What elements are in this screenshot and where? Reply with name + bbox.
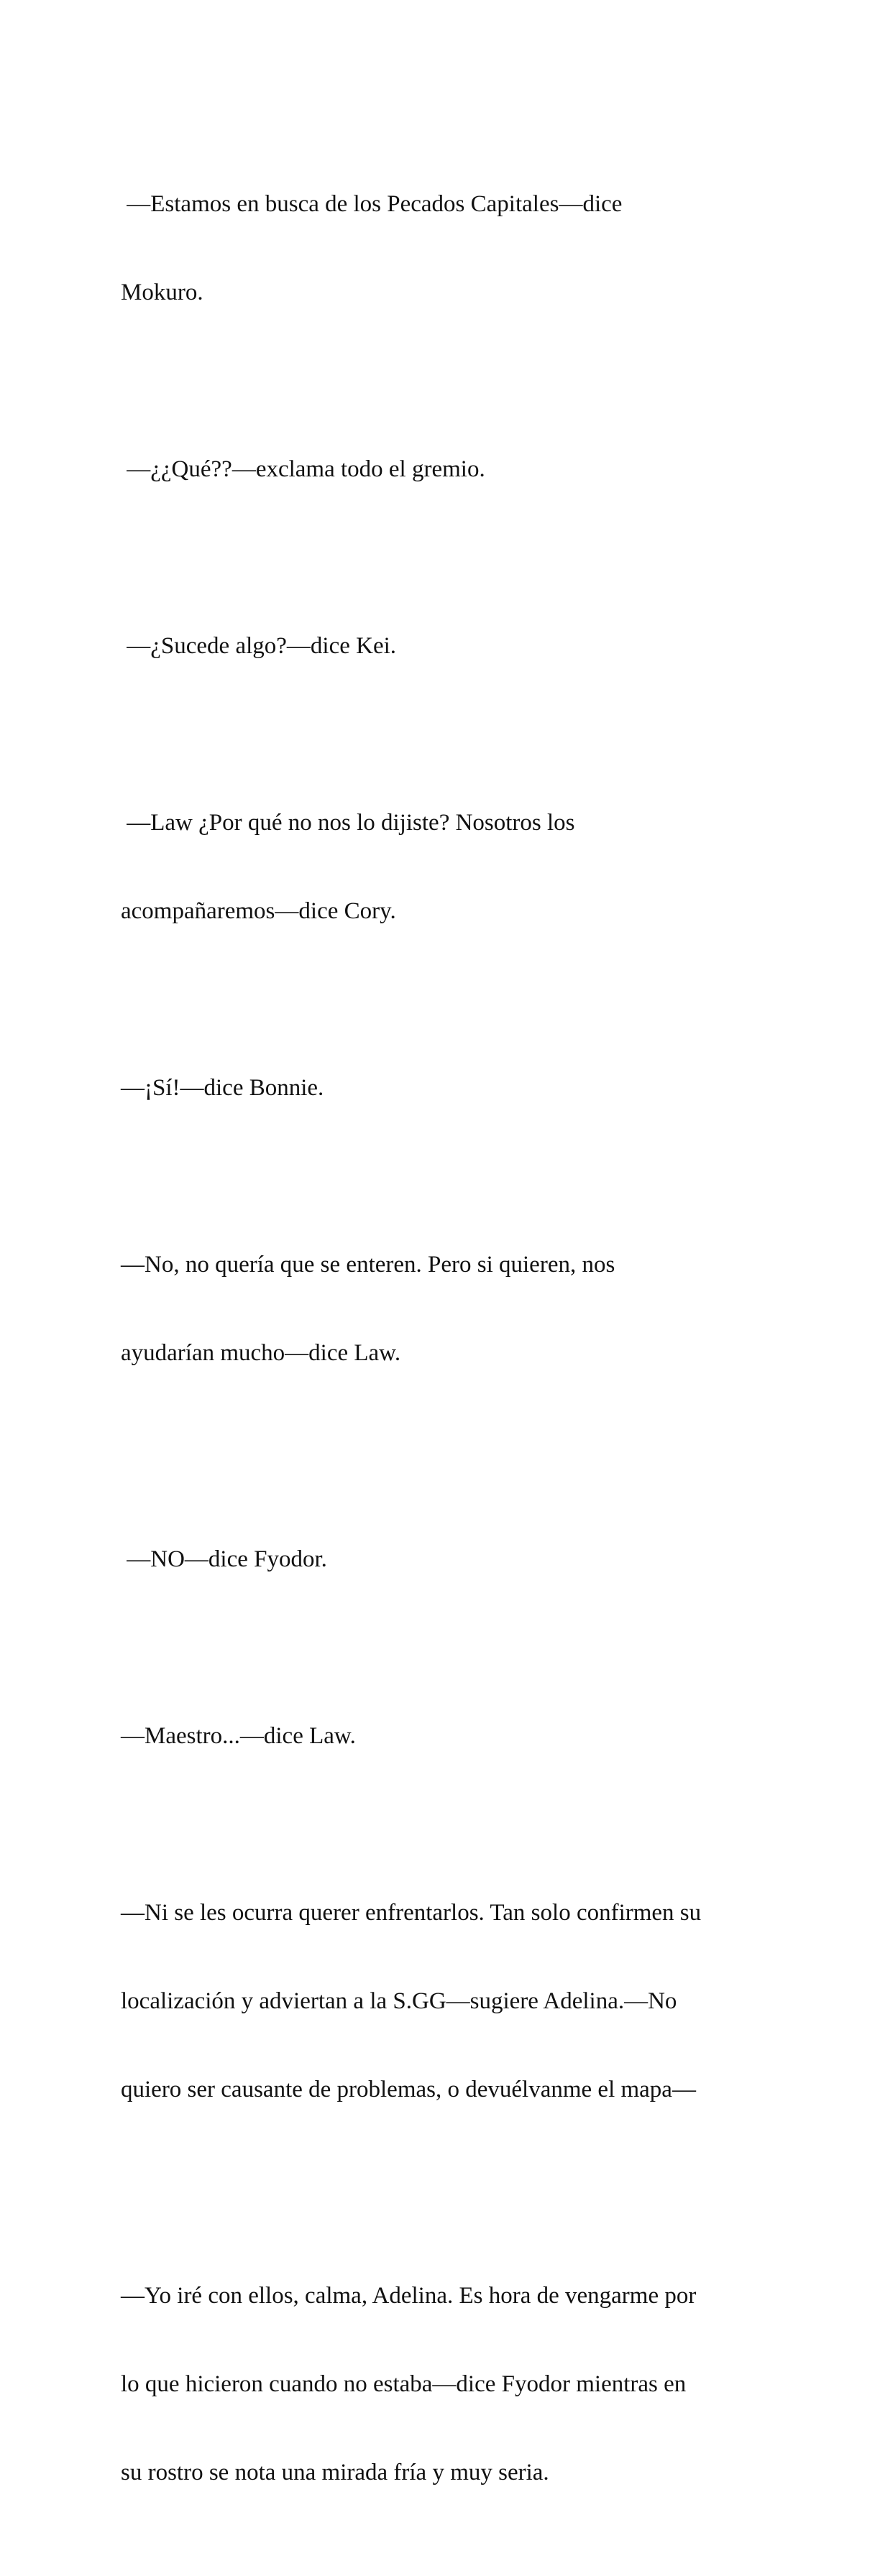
paragraph-6: [121, 1191, 768, 1427]
text-line: —Maestro...—dice Law.: [121, 1723, 356, 1749]
text-line: quiero ser causante de problemas, o devuélvanme el mapa—: [121, 2077, 696, 2102]
document-body: [121, 131, 768, 2576]
text-line: —¿¿Qué??—exclama todo el gremio.: [121, 456, 485, 482]
text-line: lo que hicieron cuando no estaba—dice Fyodor mientras en: [121, 2371, 687, 2397]
text-line: acompañaremos—dice Cory.: [121, 898, 396, 924]
paragraph-4: [121, 749, 768, 985]
text-line: —Law ¿Por qué no nos lo dijiste? Nosotros los: [121, 810, 575, 836]
text-line: —Ni se les ocurra querer enfrentarlos. Tan solo confirmen su: [121, 1900, 702, 1926]
text-line: Mokuro.: [121, 280, 203, 305]
text-line: su rostro se nota una mirada fría y muy seria.: [121, 2460, 549, 2485]
text-line: localización y adviertan a la S.GG—sugiere Adelina.—No: [121, 1988, 677, 2014]
paragraph-1: [121, 131, 768, 366]
paragraph-3: [121, 573, 768, 720]
paragraph-2: [121, 396, 768, 543]
paragraph-8: [121, 1663, 768, 1810]
text-line: —NO—dice Fyodor.: [121, 1546, 327, 1572]
text-line: ayudarían mucho—dice Law.: [121, 1340, 401, 1366]
text-line: —No, no quería que se enteren. Pero si quieren, nos: [121, 1252, 615, 1278]
paragraph-9: [121, 1839, 768, 2164]
text-line: —¿Sucede algo?—dice Kei.: [121, 633, 397, 659]
paragraph-5: [121, 1015, 768, 1162]
paragraph-10: [121, 2222, 768, 2547]
text-line: —Estamos en busca de los Pecados Capitales—dice: [121, 191, 623, 217]
paragraph-7: [121, 1486, 768, 1633]
text-line: —Yo iré con ellos, calma, Adelina. Es hora de vengarme por: [121, 2283, 697, 2309]
text-line: —¡Sí!—dice Bonnie.: [121, 1075, 324, 1101]
